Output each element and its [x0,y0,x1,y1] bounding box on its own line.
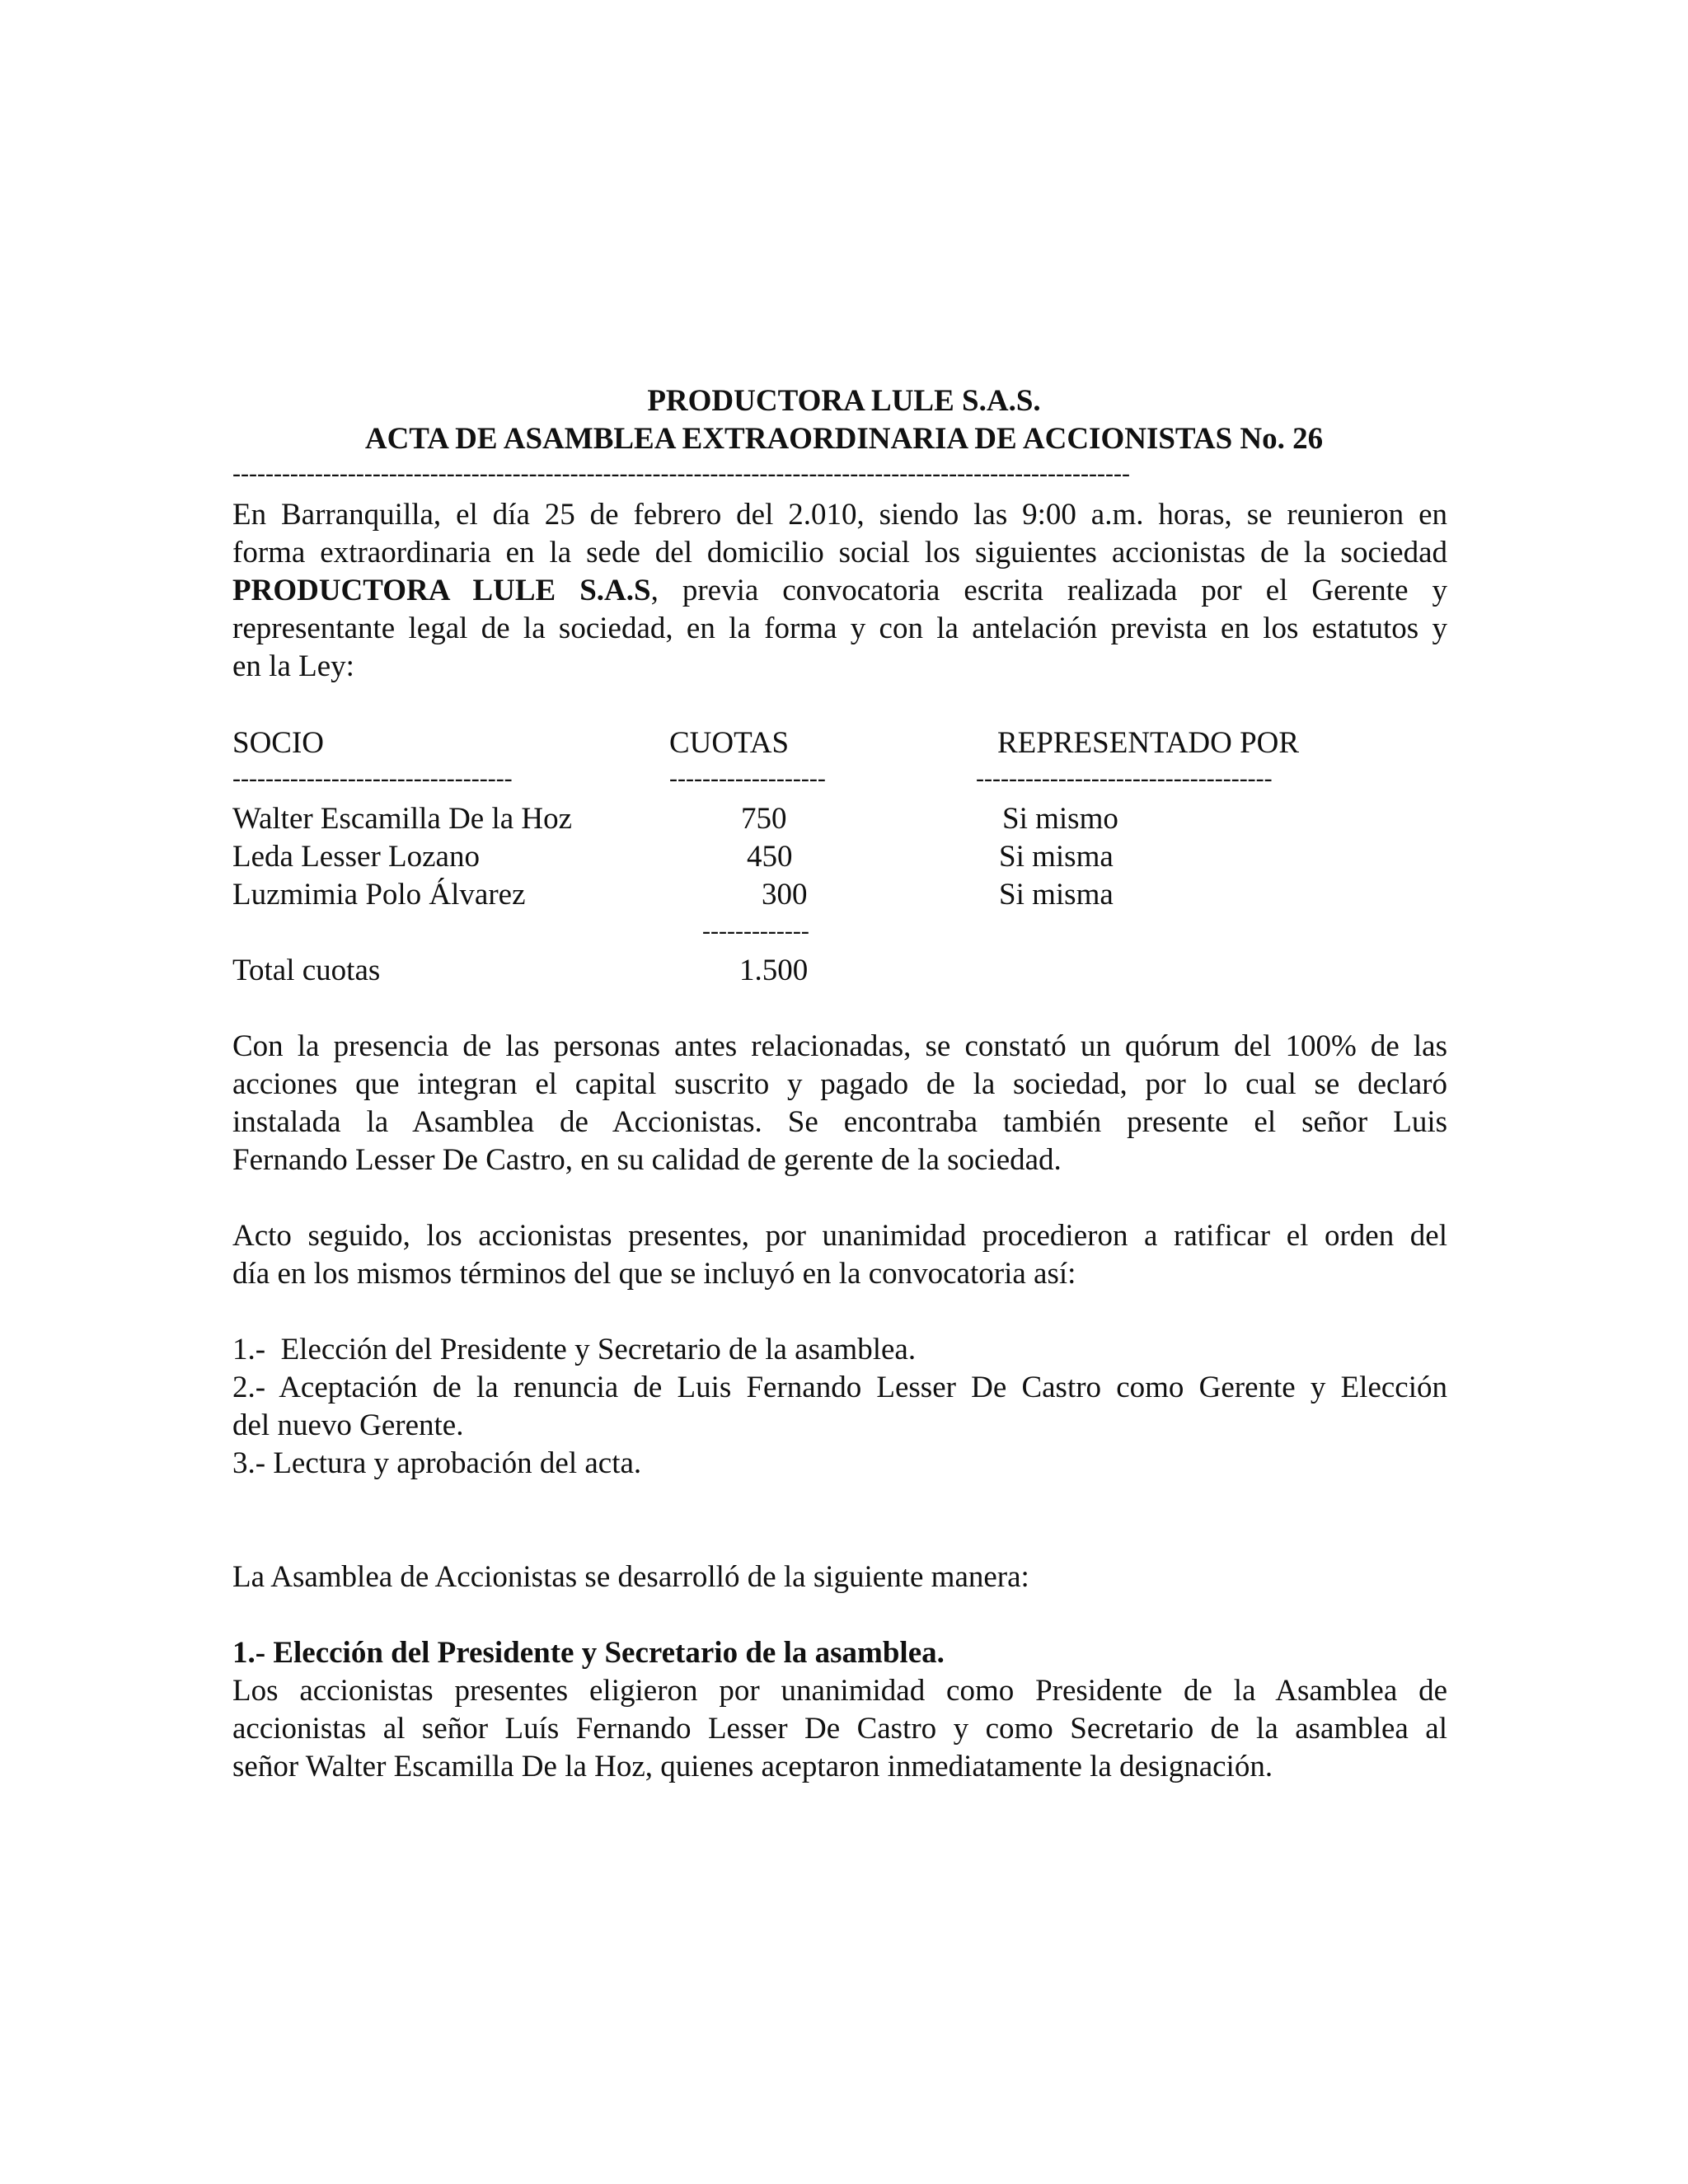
intro-line-4: representante legal de la sociedad, en la forma y con la antelación prevista en los estatutos y [232,612,1447,645]
section-1-line-3: señor Walter Escamilla De la Hoz, quienes aceptaron inmediatamente la designación. [232,1750,1273,1783]
table-row-representado: Si misma [999,840,1114,874]
act-title: ACTA DE ASAMBLEA EXTRAORDINARIA DE ACCIONISTAS No. 26 [364,422,1324,456]
intro-line-3-rest: , previa convocatoria escrita realizada por el Gerente y [650,574,1447,607]
table-row-representado: Si misma [999,878,1114,912]
section-1-heading: 1.- Elección del Presidente y Secretario de la asamblea. [232,1636,945,1670]
column-header-cuotas: CUOTAS [669,726,790,760]
quorum-line-4: Fernando Lesser De Castro, en su calidad de gerente de la sociedad. [232,1143,1062,1177]
table-row-cuotas: 450 [747,840,793,874]
company-title: PRODUCTORA LULE S.A.S. [647,384,1041,418]
section-1-line-1: Los accionistas presentes eligieron por unanimidad como Presidente de la Asamblea de [232,1674,1447,1708]
column-header-socio: SOCIO [232,726,325,760]
header-rule: ------------------------------------------------------------------------------------------------------------- [232,462,1130,486]
intro-line-3 [232,572,1447,610]
total-label: Total cuotas [232,954,381,987]
agenda-item-1: 1.- Elección del Presidente y Secretario de la asamblea. [232,1333,917,1366]
development-intro: La Asamblea de Accionistas se desarrolló de la siguiente manera: [232,1560,1029,1594]
table-row-cuotas: 300 [762,878,808,912]
separator-representado: ------------------------------------ [976,766,1273,791]
table-row-socio: Luzmimia Polo Álvarez [232,878,526,912]
agenda-intro-line-1: Acto seguido, los accionistas presentes, por unanimidad procedieron a ratificar el orden del [232,1219,1447,1253]
total-separator: ------------- [702,919,809,944]
table-row-representado: Si mismo [1002,802,1118,836]
separator-cuotas: ------------------- [669,766,826,791]
agenda-item-2-line-2: del nuevo Gerente. [232,1408,464,1442]
intro-line-2: forma extraordinaria en la sede del domicilio social los siguientes accionistas de la sociedad [232,536,1447,569]
company-name-inline: PRODUCTORA LULE S.A.S [232,574,651,607]
table-row-cuotas: 750 [741,802,787,836]
section-1-line-2: accionistas al señor Luís Fernando Lesser De Castro y como Secretario de la asamblea al [232,1712,1447,1746]
agenda-item-3: 3.- Lectura y aprobación del acta. [232,1446,642,1480]
table-row-socio: Walter Escamilla De la Hoz [232,802,573,836]
quorum-line-2: acciones que integran el capital suscrito y pagado de la sociedad, por lo cual se declaró [232,1067,1447,1101]
column-header-representado: REPRESENTADO POR [997,726,1300,760]
quorum-line-3: instalada la Asamblea de Accionistas. Se encontraba también presente el señor Luis [232,1105,1447,1139]
total-value: 1.500 [739,954,809,987]
intro-line-5: en la Ley: [232,649,354,683]
agenda-intro-line-2: día en los mismos términos del que se incluyó en la convocatoria así: [232,1257,1076,1291]
agenda-item-2-line-1: 2.- Aceptación de la renuncia de Luis Fernando Lesser De Castro como Gerente y Elección [232,1371,1447,1404]
table-row-socio: Leda Lesser Lozano [232,840,480,874]
quorum-line-1: Con la presencia de las personas antes relacionadas, se constató un quórum del 100% de las [232,1029,1447,1063]
separator-socio: ---------------------------------- [232,766,513,791]
intro-line-1: En Barranquilla, el día 25 de febrero del 2.010, siendo las 9:00 a.m. horas, se reunieron en [232,498,1447,532]
